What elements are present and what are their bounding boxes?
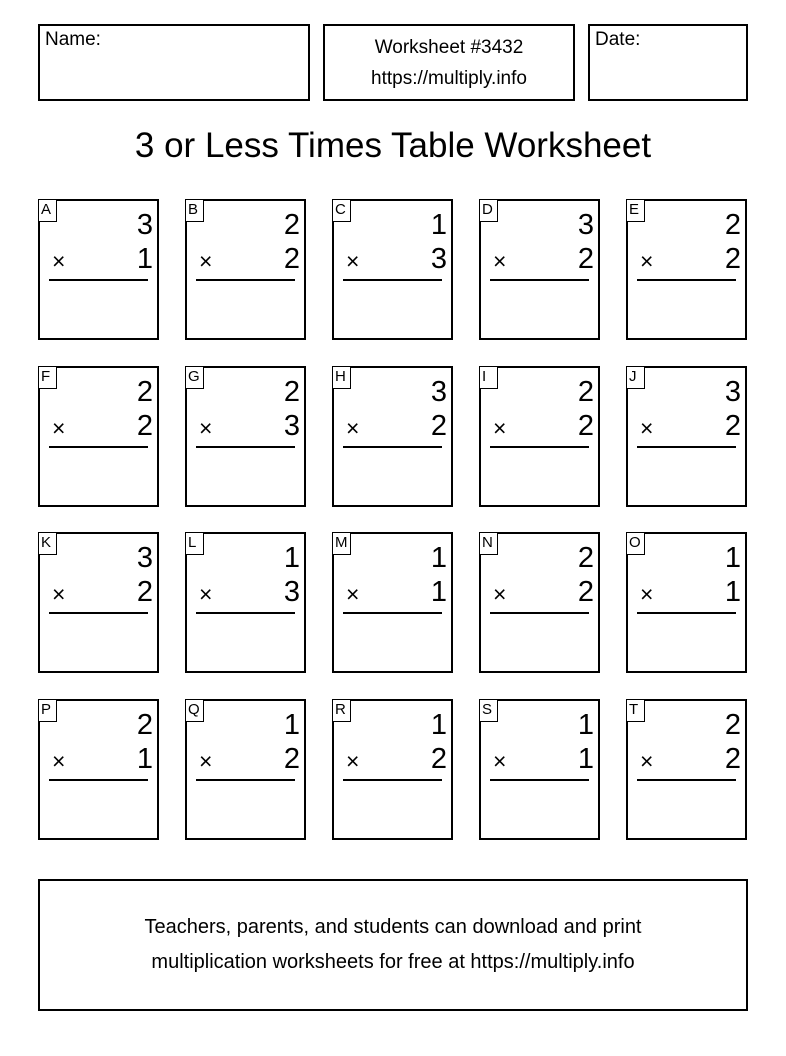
answer-rule (637, 279, 736, 281)
date-label: Date: (595, 29, 641, 50)
answer-rule (343, 446, 442, 448)
problem-bottom-number: 1 (136, 743, 153, 775)
problem-top-number: 1 (283, 542, 300, 574)
problem-4 (479, 199, 600, 340)
problem-bottom-number: 2 (283, 243, 300, 275)
problem-7 (185, 366, 306, 507)
answer-rule (343, 612, 442, 614)
multiply-sign: × (199, 581, 213, 607)
problem-14 (479, 532, 600, 673)
footer-line-1: Teachers, parents, and students can download and print (144, 916, 642, 938)
problem-19 (479, 699, 600, 840)
name-label: Name: (45, 29, 101, 50)
problem-letter: K (38, 532, 57, 555)
problem-letter: A (38, 199, 57, 222)
problem-3 (332, 199, 453, 340)
problem-bottom-number: 2 (430, 743, 447, 775)
problem-letter: R (332, 699, 351, 722)
problem-top-number: 2 (577, 542, 594, 574)
answer-rule (637, 612, 736, 614)
problem-bottom-number: 2 (724, 410, 741, 442)
problem-top-number: 2 (724, 709, 741, 741)
problem-letter: H (332, 366, 351, 389)
problem-top-number: 3 (136, 209, 153, 241)
problem-letter: M (332, 532, 351, 555)
problem-letter: B (185, 199, 204, 222)
problem-letter: L (185, 532, 204, 555)
multiply-sign: × (52, 748, 66, 774)
problem-bottom-number: 2 (283, 743, 300, 775)
problem-top-number: 2 (283, 376, 300, 408)
problem-bottom-number: 2 (430, 410, 447, 442)
problem-6 (38, 366, 159, 507)
multiply-sign: × (493, 748, 507, 774)
multiply-sign: × (640, 581, 654, 607)
answer-rule (490, 612, 589, 614)
multiply-sign: × (493, 248, 507, 274)
problem-letter: I (479, 366, 498, 389)
multiply-sign: × (640, 748, 654, 774)
answer-rule (49, 446, 148, 448)
problem-top-number: 1 (430, 209, 447, 241)
problem-letter: E (626, 199, 645, 222)
answer-rule (637, 446, 736, 448)
problem-top-number: 2 (283, 209, 300, 241)
worksheet-url: https://multiply.info (371, 67, 527, 89)
problem-letter: N (479, 532, 498, 555)
problem-top-number: 1 (430, 542, 447, 574)
problem-bottom-number: 3 (283, 410, 300, 442)
answer-rule (490, 779, 589, 781)
problem-bottom-number: 2 (724, 743, 741, 775)
problem-letter: C (332, 199, 351, 222)
problem-bottom-number: 2 (577, 410, 594, 442)
problem-15 (626, 532, 747, 673)
multiply-sign: × (52, 581, 66, 607)
problem-bottom-number: 1 (430, 576, 447, 608)
problem-1 (38, 199, 159, 340)
problem-top-number: 1 (283, 709, 300, 741)
problem-letter: T (626, 699, 645, 722)
problem-letter: J (626, 366, 645, 389)
problem-12 (185, 532, 306, 673)
problem-top-number: 3 (136, 542, 153, 574)
problem-letter: Q (185, 699, 204, 722)
answer-rule (637, 779, 736, 781)
problem-letter: O (626, 532, 645, 555)
problem-bottom-number: 3 (283, 576, 300, 608)
multiply-sign: × (493, 581, 507, 607)
problem-letter: F (38, 366, 57, 389)
multiply-sign: × (346, 581, 360, 607)
problem-top-number: 3 (724, 376, 741, 408)
problem-8 (332, 366, 453, 507)
problem-bottom-number: 2 (724, 243, 741, 275)
problem-top-number: 1 (577, 709, 594, 741)
multiply-sign: × (52, 248, 66, 274)
problem-10 (626, 366, 747, 507)
problem-18 (332, 699, 453, 840)
problem-top-number: 2 (136, 376, 153, 408)
answer-rule (490, 279, 589, 281)
problem-13 (332, 532, 453, 673)
multiply-sign: × (346, 415, 360, 441)
answer-rule (343, 779, 442, 781)
problem-9 (479, 366, 600, 507)
page-title: 3 or Less Times Table Worksheet (134, 126, 652, 165)
problem-bottom-number: 3 (430, 243, 447, 275)
problem-letter: G (185, 366, 204, 389)
multiply-sign: × (199, 248, 213, 274)
multiply-sign: × (640, 415, 654, 441)
multiply-sign: × (493, 415, 507, 441)
multiply-sign: × (199, 748, 213, 774)
answer-rule (490, 446, 589, 448)
answer-rule (196, 446, 295, 448)
problem-letter: D (479, 199, 498, 222)
problem-17 (185, 699, 306, 840)
problem-bottom-number: 2 (136, 576, 153, 608)
problem-16 (38, 699, 159, 840)
problem-top-number: 2 (136, 709, 153, 741)
problem-bottom-number: 1 (577, 743, 594, 775)
problem-letter: P (38, 699, 57, 722)
problem-2 (185, 199, 306, 340)
answer-rule (196, 779, 295, 781)
answer-rule (196, 279, 295, 281)
date-box (588, 24, 748, 101)
problem-top-number: 2 (724, 209, 741, 241)
problem-top-number: 1 (724, 542, 741, 574)
problem-top-number: 3 (577, 209, 594, 241)
worksheet-info-box (323, 24, 575, 101)
problem-bottom-number: 1 (724, 576, 741, 608)
problem-20 (626, 699, 747, 840)
problem-top-number: 1 (430, 709, 447, 741)
footer-line-2: multiplication worksheets for free at https://multiply.info (151, 951, 635, 973)
answer-rule (196, 612, 295, 614)
multiply-sign: × (346, 248, 360, 274)
problem-5 (626, 199, 747, 340)
answer-rule (49, 779, 148, 781)
multiply-sign: × (199, 415, 213, 441)
problem-bottom-number: 2 (577, 243, 594, 275)
multiply-sign: × (640, 248, 654, 274)
problem-11 (38, 532, 159, 673)
multiply-sign: × (346, 748, 360, 774)
name-box (38, 24, 310, 101)
problem-top-number: 2 (577, 376, 594, 408)
multiply-sign: × (52, 415, 66, 441)
problem-letter: S (479, 699, 498, 722)
worksheet-number: Worksheet #3432 (374, 36, 524, 58)
problem-bottom-number: 2 (136, 410, 153, 442)
footer-box (38, 879, 748, 1011)
answer-rule (343, 279, 442, 281)
problem-bottom-number: 2 (577, 576, 594, 608)
problem-top-number: 3 (430, 376, 447, 408)
problem-bottom-number: 1 (136, 243, 153, 275)
answer-rule (49, 612, 148, 614)
answer-rule (49, 279, 148, 281)
